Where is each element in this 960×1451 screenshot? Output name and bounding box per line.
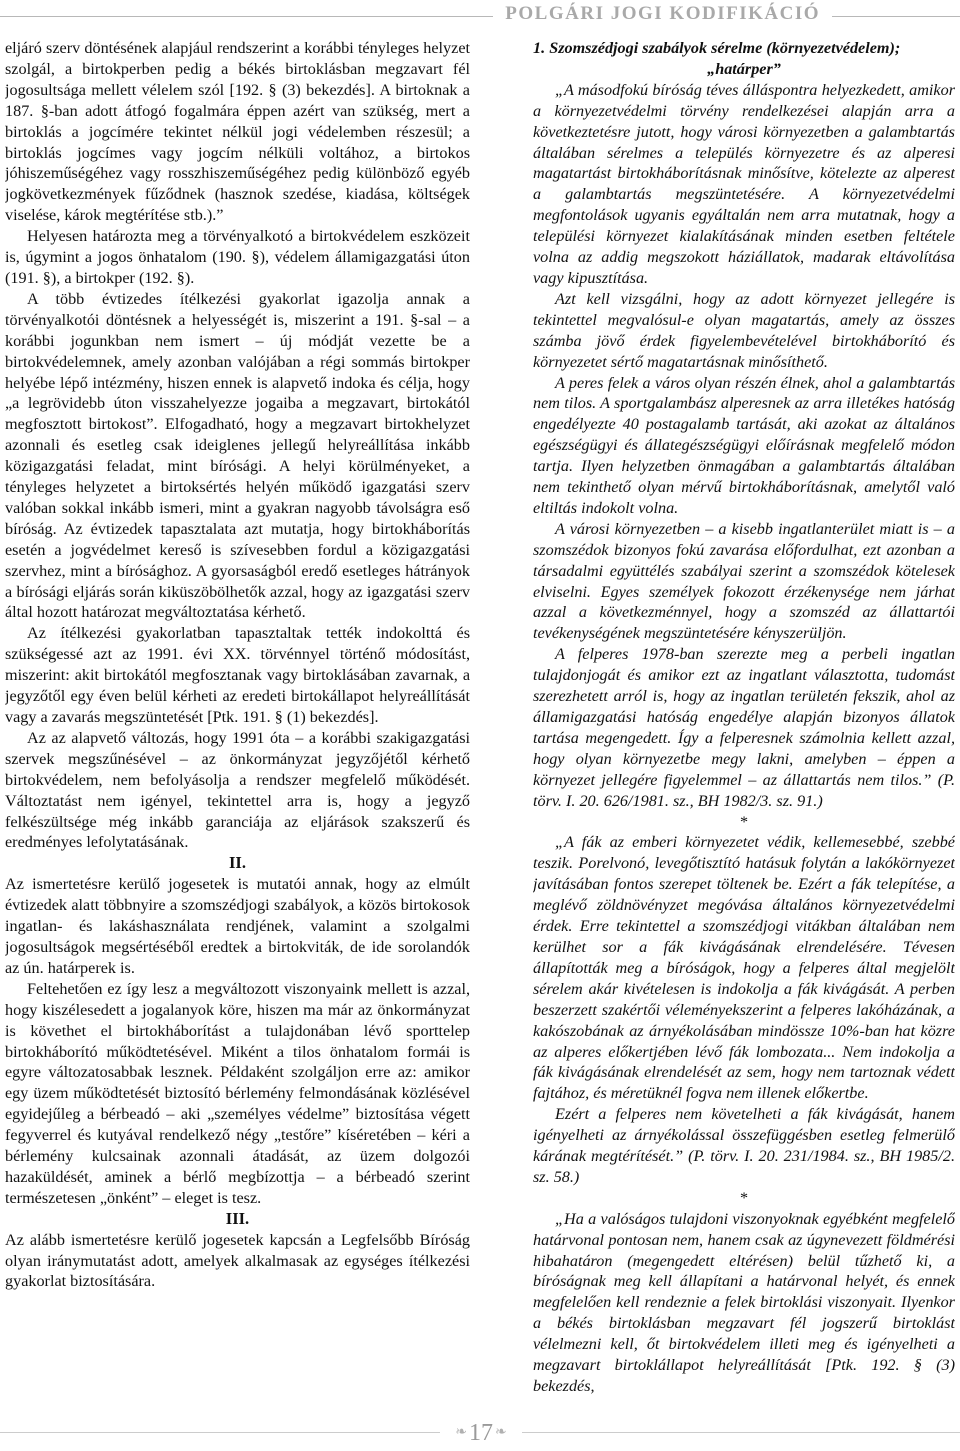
- quote-paragraph: Azt kell vizsgálni, hogy az adott környezet jellegére is tekintettel megvalósul-e olyan magatartás, amely az összes számba jövő érdek figyelembevételével birtokháborító és környezetet sértő magatartásnak minősíthető.: [533, 289, 955, 371]
- page-number-block: [441, 1420, 521, 1447]
- case-heading-subtitle: „határper”: [707, 59, 781, 78]
- section-heading-3: III.: [225, 1208, 250, 1228]
- case-heading: 1. Szomszédjogi szabályok sérelme (környezetvédelem);: [533, 39, 901, 57]
- left-column: [5, 38, 470, 1408]
- journal-title: POLGÁRI JOGI KODIFIKÁCIÓ: [493, 3, 832, 25]
- paragraph: A több évtizedes ítélkezési gyakorlat igazolja annak a törvényalkotói döntésnek a helyességét is, miszerint a 191. §-sal – a korábbi jogunkban nem ismert – új módját vezette be a birtokvédelemnek, amely azonban valójában a régi sommás birtokper helyébe lépő intézmény, hiszen ennek is alapvető indoka és célja, hogy „a legrövidebb úton visszahelyezze jogaiba a megzavart, birtokától megfosztott birtokost”. Elfogadható, hogy a megzavart birtokhelyzet azonnali és esetleg csak ideiglenes jellegű helyreállítása inkább közigazgatási feladat, mint bírósági. A helyi körülményeket, a tényleges helyzetet a birtoksértés helyén működő igazgatási szerv valóban sokkal inkább ismeri, mint a gyakran nagyobb távolságra eső bíróság. Az évtizedek tapasztalata azt mutatja, hogy birtokháborítás esetén a jogvédelmet kereső is szívesebben fordul a közigazgatási szervhez, mint a bírósághoz. A gyorsaságból eredő esetleges hátrányok a bírósági eljárás során kiküszöbölhetők azzal, hogy az igazgatási szerv által hozott határozat megváltoztatása kérhető.: [5, 289, 470, 622]
- paragraph: Az ítélkezési gyakorlatban tapasztaltak tették indokolttá és szükségessé azt az 1991. évi XX. törvénnyel történő módosítást, miszerint: akit birtokától megfosztanak vagy birtoklásában zavarnak, a jegyzőtől egy éven belül kérheti az eredeti birtokállapot helyreállítását vagy a zavarás megszüntetését [Ptk. 191. § (1) bekezdés].: [5, 624, 470, 726]
- page-header: [0, 0, 960, 30]
- paragraph: eljáró szerv döntésének alapjául rendszerint a korábbi tényleges helyzet szolgál, a birtokperben pedig a békés birtoklásban megzavart fél jogosultsága mellett vélelem szól [192. § (3) bekezdés]. A birtoknak a 187. §-ban adott átfogó fogalmára éppen azért van szükség, mert a birtoklás a jogcímére tekintet nélkül jogi védelemben részesül; a birtoklás jogcímes vagy jogcím nélküli voltához, a birtokos jóhiszeműségéhez vagy rosszhiszeműségéhez pedig különböző egyéb jogkövetkezmények fűződnek (hasznok szedése, kiadása, költségek viselése, károk megtérítése stb.).”: [5, 39, 470, 225]
- paragraph: Helyesen határozta meg a törvényalkotó a birtokvédelem eszközeit is, úgymint a jogos önhatalom (190. §), védelem államigazgatási úton (191. §), a birtokper (192. §).: [5, 227, 470, 287]
- quote-paragraph: A peres felek a város olyan részén élnek, ahol a galambtartás nem tilos. A sportgalambász alperesnek az arra illetékes hatóság engedélyezte 40 postagalamb tartását, aki azokat az általános egészségügyi és állategészségügyi előírásnak megfelelő módon tartja. Ilyen helyzetben önmagában a galambtartás általában nem tekinthető olyan mérvű birtokháborításnak, amelytől való eltiltás indokolt volna.: [533, 373, 955, 517]
- section-separator: *: [739, 812, 749, 831]
- quote-paragraph: Ezért a felperes nem követelheti a fák kivágását, hanem igényelheti az árnyékolással összefüggésben esetleg felmerülő kárának megtérítését.” (P. törv. I. 20. 231/1984. sz., BH 1985/2. sz. 58.): [533, 1105, 955, 1186]
- paragraph: Az ismertetésre kerülő jogesetek is mutatói annak, hogy az elmúlt évtizedek alatt többnyire a szomszédjogi szabályok, a közös birtokosok ingatlan- és lakáshasználata rendjének, valamint a szolgalmi jogosultságok megsértéséből eredtek a birtokviták, de ide sorolandók az ún. határperek is.: [5, 875, 470, 977]
- quote-paragraph: A városi környezetben – a kisebb ingatlanterület miatt is – a szomszédok bizonyos fokú zavarása előfordulhat, ezt azonban a társadalmi együttélés szabályai szerint a szomszédok kötelesek elviselni. Egyes személyek fokozott érzékenysége nem járhat azzal a következménnyel, hogy a szomszéd az állattartói tevékenységének megszüntetésére kényszerüljön.: [533, 519, 955, 643]
- ornament-icon: ❧: [455, 1425, 467, 1440]
- quote-paragraph: „A másodfokú bíróság téves álláspontra helyezkedett, amikor a környezetvédelmi törvény rendelkezései alapján arra a következtetésre jutott, hogy városi környezetben a galambtartás általában sérelmes a település környezetre és az alperesi magatartást birtokháborításnak minősítve, kötelezte az alperest a galambtartás megszüntetésére. A környezetvédelmi megfontolások ugyanis egyáltalán nem arra mutatnak, hogy a települési környezet kialakításának minden esetben feltétele volna az addig megszokott háziállatok, madarak eltávolítása vagy kipusztítása.: [533, 80, 955, 287]
- footer-rule: [0, 1432, 440, 1433]
- footer-rule: [522, 1432, 960, 1433]
- section-heading-2: II.: [229, 853, 246, 873]
- paragraph: Az alább ismertetésre kerülő jogesetek kapcsán a Legfelsőbb Bíróság olyan iránymutatást adott, amelyek alkalmasak az egységes ítélkezési gyakorlat biztosítására.: [5, 1230, 470, 1291]
- ornament-icon: ❧: [495, 1425, 507, 1440]
- section-separator: *: [739, 1188, 749, 1207]
- right-column: [533, 38, 955, 1408]
- quote-paragraph: „A fák az emberi környezetet védik, kellemesebbé, szebbé teszik. Porelvonó, levegőtisztító hatásuk folytán a lakókörnyezet javításában fontos szerepet töltenek be. Ezért a fák telepítése, a meglévő zöldnövényzet megóvása általános környezetvédelmi érdek. Erre tekintettel a szomszédjogi vitákban általában nem kerülhet sor a fák kivágásának elrendelésére. Tévesen állapították meg a bíróságok, hogy a felperes által megjelölt sérelem akár kivételesen is indokolja a fák kivágását. A perben beszerzett szakértői véleményekszerint a felperes lakóházának, a kakószobának az árnyékolásában mindössze 10%-ban hat közre az alperes előkertjében lévő fák lombozata... Nem indokolja a fák kivágásának elrendelését az sem, hogy nem tartoznak védett fajtához, és méretüknél fogva nem illenek előkertbe.: [533, 833, 955, 1103]
- paragraph: Feltehetően ez így lesz a megváltozott viszonyaink mellett is azzal, hogy kiszélesedett a jogalanyok köre, hiszen ma már az önkormányzat is követhet el birtokháborítást a tulajdonában lévő sporttelep birtokháborító működtetésével. Miként a tilos önhatalom formái is egyre változatosabbak lesznek. Példaként szolgáljon erre az: amikor egy üzem működtetését biztosító bérlemény felmondásának közlésével egyidejűleg a bérbeadó – aki „személyes védelme” biztosítása végett fegyverrel és kutyával rendelkező négy „testőre” kíséretében – kéri a bérlemény kulcsainak azonnali átadását, az üzem dolgozói hazaküldését, aminek a bérlő megbízottja – a bérbeadó szerint természetesen „önként” – eleget is tesz.: [5, 979, 470, 1207]
- paragraph: Az az alapvető változás, hogy 1991 óta – a korábbi szakigazgatási szervek megszűnésével – az önkormányzat jegyzőjétől kérhető birtokvédelem, nem befolyásolja a rendszer megfelelő működését. Változtatást nem igényel, tekintettel arra is, hogy a jegyző felkészültsége még inkább garanciája az eljárások szakszerű és eredményes lefolytatásának.: [5, 728, 470, 852]
- quote-paragraph: „Ha a valóságos tulajdoni viszonyoknak egyébként megfelelő határvonal pontosan nem, hanem csak az úgynevezett földmérési hibahatáron (megengedett eltérésen) belül tűzhető ki, a bíróságnak meg kell állapítani a határvonal helyét, és ennek megfelelően kell rendeznie a felek birtoklási viszonyait. Ilyenkor a békés birtoklásban megzavart fél jogszerű birtoklást vélelmezni kell, őt birtokvédelem illeti meg és igényelheti a megzavart birtoklállapot helyreállítását [Ptk. 192. § (3) bekezdés,: [533, 1209, 955, 1395]
- quote-paragraph: A felperes 1978-ban szerezte meg a perbeli ingatlan tulajdonjogát és amikor ezt az ingatlant választotta, tudomást szerezhetett arról is, hogy az ingatlan területén fekszik, ahol az államigazgatási hatóság engedélye alapján bizonyos állatok tartása megengedett. Így a felperesnek számolnia kellett azzal, hogy olyan környezetbe megy lakni, amelyben – éppen a környezet jellegére figyelemmel – az állattartás nem tilos.” (P. törv. I. 20. 626/1981. sz., BH 1982/3. sz. 91.): [533, 645, 955, 810]
- page-footer: [0, 1420, 960, 1450]
- page-number: 17: [469, 1420, 493, 1446]
